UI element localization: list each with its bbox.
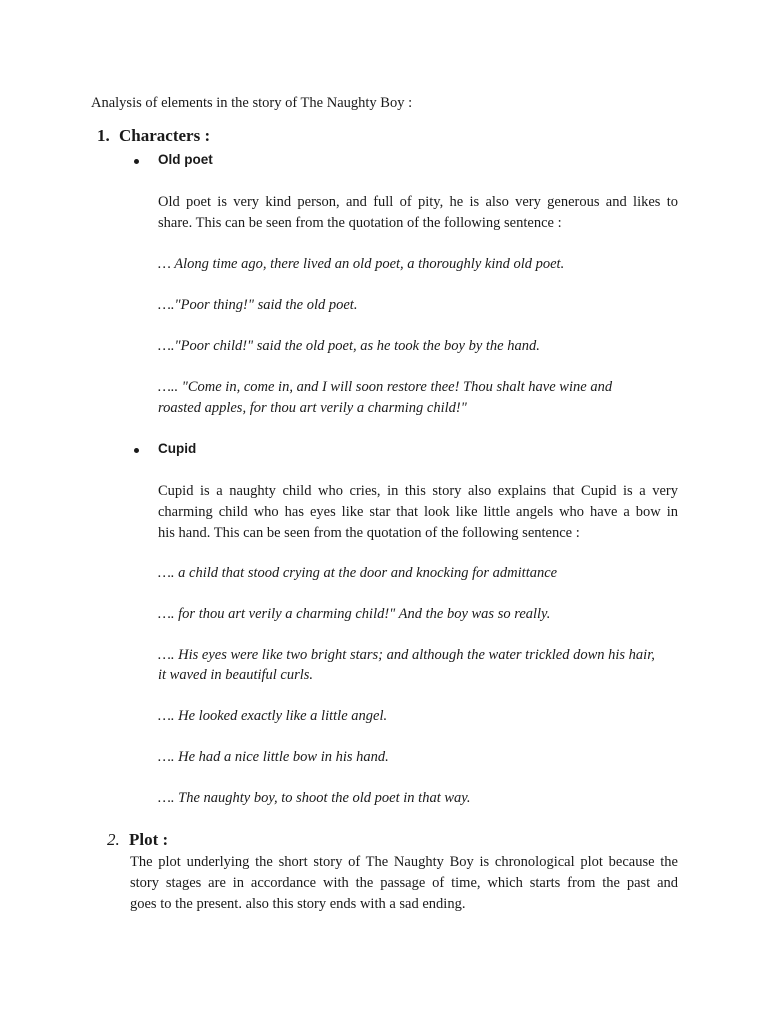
plot-paragraph (130, 852, 678, 915)
description-line: charming child who has eyes like star that look like little angels who have a bow in (158, 504, 678, 520)
section-heading-plot (107, 830, 168, 850)
bullet-dot-icon (134, 448, 139, 453)
quotation: …. He had a nice little bow in his hand. (158, 749, 389, 765)
character-name: Cupid (158, 441, 197, 456)
plot-line: The plot underlying the short story of The Naughty Boy is chronological plot because the (130, 854, 678, 870)
quotation: … Along time ago, there lived an old poet, a thoroughly kind old poet. (158, 256, 565, 272)
quotation: …. He looked exactly like a little angel. (158, 708, 388, 724)
section-number: 2. (107, 830, 120, 849)
plot-line: story stages are in accordance with the passage of time, which starts from the past and (130, 875, 678, 891)
bullet-dot-icon (134, 159, 139, 164)
quotation: …. The naughty boy, to shoot the old poet in that way. (158, 790, 471, 806)
quotation: …. a child that stood crying at the door and knocking for admittance (158, 565, 558, 581)
description-line: Old poet is very kind person, and full of pity, he is also very generous and likes to (158, 194, 678, 210)
quotation: …. His eyes were like two bright stars; and although the water trickled down his hair, (158, 647, 655, 663)
plot-line: goes to the present. also this story ends with a sad ending. (130, 896, 466, 912)
quotation: …."Poor child!" said the old poet, as he took the boy by the hand. (158, 338, 540, 354)
section-title: Characters : (119, 126, 211, 145)
quotation-continued: roasted apples, for thou art verily a charming child!" (158, 400, 467, 416)
character-description (158, 192, 678, 234)
description-line: his hand. This can be seen from the quotation of the following sentence : (158, 525, 580, 541)
character-description (158, 481, 678, 544)
description-line: Cupid is a naughty child who cries, in this story also explains that Cupid is a very (158, 483, 678, 499)
quotation: …."Poor thing!" said the old poet. (158, 297, 358, 313)
section-number: 1. (97, 126, 110, 145)
description-line: share. This can be seen from the quotation of the following sentence : (158, 215, 562, 231)
quotation: …. for thou art verily a charming child!" And the boy was so really. (158, 606, 551, 622)
section-title: Plot : (129, 830, 169, 849)
quotation-continued: it waved in beautiful curls. (158, 667, 314, 683)
document-intro: Analysis of elements in the story of The Naughty Boy : (91, 95, 413, 111)
quotation: ….. "Come in, come in, and I will soon restore thee! Thou shalt have wine and (158, 379, 613, 395)
section-heading-characters (97, 126, 210, 146)
character-name: Old poet (158, 152, 213, 167)
